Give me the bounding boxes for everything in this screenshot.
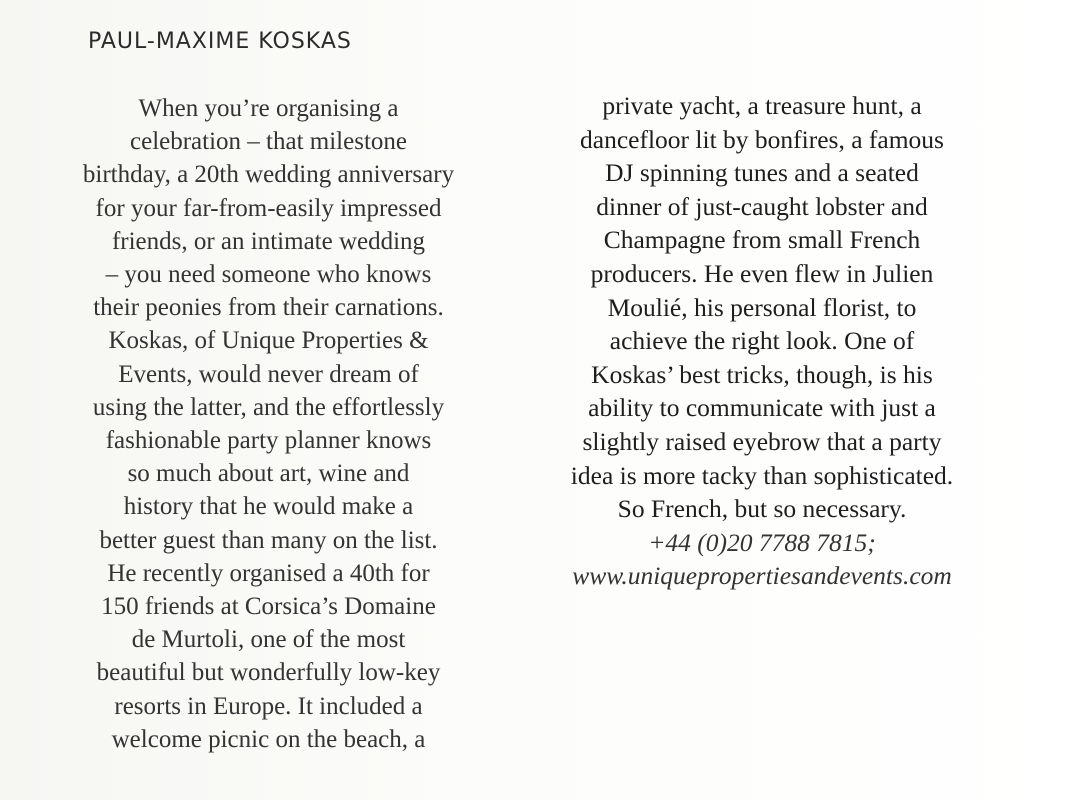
body-line: birthday, a 20th wedding anniversary bbox=[82, 161, 455, 189]
body-line: When you’re organising a bbox=[138, 95, 399, 122]
contact-phone: +44 (0)20 7788 7815; bbox=[648, 527, 876, 557]
body-line: history that he would make a bbox=[123, 493, 414, 521]
body-line: DJ spinning tunes and a seated bbox=[605, 158, 919, 188]
body-line: 150 friends at Corsica’s Domaine bbox=[101, 593, 436, 621]
body-line: welcome picnic on the beach, a bbox=[111, 725, 426, 753]
body-line: Koskas, of Unique Properties & bbox=[108, 327, 429, 355]
body-line: celebration – that milestone bbox=[130, 128, 407, 156]
body-line: achieve the right look. One of bbox=[609, 326, 915, 356]
right-column bbox=[532, 89, 992, 593]
body-line: slightly raised eyebrow that a party bbox=[582, 426, 942, 456]
body-line: Koskas’ best tricks, though, is his bbox=[591, 359, 933, 389]
body-line: their peonies from their carnations. bbox=[93, 294, 444, 322]
body-line: Champagne from small French bbox=[603, 225, 921, 255]
body-line: resorts in Europe. It included a bbox=[114, 692, 423, 720]
body-line: better guest than many on the list. bbox=[99, 526, 438, 554]
body-line: de Murtoli, one of the most bbox=[131, 626, 406, 654]
article-heading: PAUL-MAXIME KOSKAS bbox=[88, 29, 352, 54]
body-line: fashionable party planner knows bbox=[105, 427, 432, 455]
body-line: Events, would never dream of bbox=[118, 360, 419, 388]
contact-website[interactable]: www.uniquepropertiesandevents.com bbox=[572, 561, 952, 591]
body-line: – you need someone who knows bbox=[105, 261, 432, 289]
body-line: for your far-from-easily impressed bbox=[95, 194, 442, 222]
left-column bbox=[36, 92, 501, 756]
body-line: idea is more tacky than sophisticated. bbox=[570, 460, 954, 490]
body-line: using the latter, and the effortlessly bbox=[92, 393, 445, 421]
body-line: beautiful but wonderfully low-key bbox=[96, 659, 441, 687]
body-line: He recently organised a 40th for bbox=[107, 559, 430, 587]
body-line: producers. He even flew in Julien bbox=[590, 258, 934, 288]
body-line: so much about art, wine and bbox=[127, 460, 410, 488]
body-line: Moulié, his personal florist, to bbox=[607, 292, 917, 322]
body-line: private yacht, a treasure hunt, a bbox=[602, 91, 922, 120]
body-line: dinner of just-caught lobster and bbox=[596, 191, 928, 221]
body-line: friends, or an intimate wedding bbox=[111, 227, 426, 255]
body-line: dancefloor lit by bonfires, a famous bbox=[580, 124, 944, 154]
body-line: So French, but so necessary. bbox=[617, 494, 907, 524]
body-line: ability to communicate with just a bbox=[588, 393, 936, 423]
